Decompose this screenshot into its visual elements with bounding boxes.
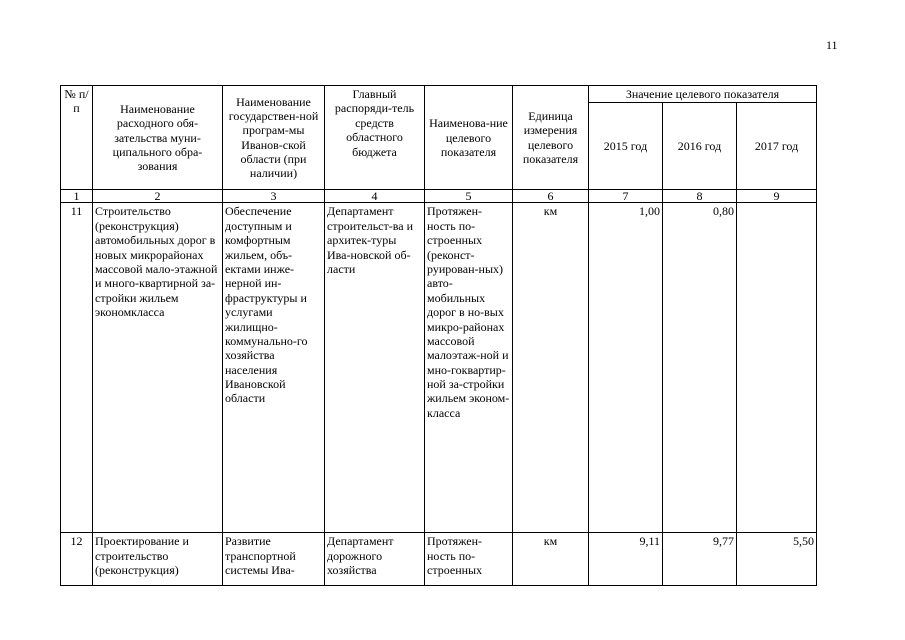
header-year-2015: 2015 год	[589, 103, 663, 190]
header-num: № п/п	[61, 86, 93, 190]
column-number: 7	[589, 190, 663, 203]
row-number: 12	[61, 533, 93, 586]
header-administrator: Главный распоряди-тель средств областного бюджета	[325, 86, 425, 190]
column-number: 8	[663, 190, 737, 203]
value-2016-cell: 0,80	[663, 203, 737, 533]
table-row	[61, 533, 817, 586]
indicator-cell: Протяжен-ность по-строенных (реконст-руирован-ных) авто-мобильных дорог в но-вых микро-районах массовой малоэтаж-ной и мно-гоквартир-ной за-стройки жильем эконом-класса	[425, 203, 513, 533]
header-program: Наименование государствен-ной програм-мы Иванов-ской области (при наличии)	[223, 86, 325, 190]
value-2016-cell: 9,77	[663, 533, 737, 586]
unit-cell: км	[513, 533, 589, 586]
header-indicator: Наименова-ние целевого показателя	[425, 86, 513, 190]
header-unit: Единица измерения целевого показателя	[513, 86, 589, 190]
header-year-2016: 2016 год	[663, 103, 737, 190]
value-2015-cell: 1,00	[589, 203, 663, 533]
column-number: 2	[93, 190, 223, 203]
target-indicators-table	[60, 85, 817, 586]
page-number: 11	[826, 38, 838, 52]
column-number-row	[61, 190, 817, 203]
value-2017-cell	[737, 203, 817, 533]
column-number: 5	[425, 190, 513, 203]
header-target-group: Значение целевого показателя	[589, 86, 817, 103]
indicator-cell: Протяжен-ность по-строенных	[425, 533, 513, 586]
header-row-1	[61, 86, 817, 103]
administrator-cell: Департамент дорожного хозяйства	[325, 533, 425, 586]
header-year-2017: 2017 год	[737, 103, 817, 190]
row-number: 11	[61, 203, 93, 533]
value-2015-cell: 9,11	[589, 533, 663, 586]
column-number: 1	[61, 190, 93, 203]
value-2017-cell: 5,50	[737, 533, 817, 586]
obligation-cell: Строительство (реконструкция) автомобильных дорог в новых микрорайонах массовой мало-этажной и много-квартирной за-стройки жильем экономкласса	[93, 203, 223, 533]
header-obligation: Наименование расходного обя-зательства муни-ципального обра-зования	[93, 86, 223, 190]
column-number: 6	[513, 190, 589, 203]
column-number: 3	[223, 190, 325, 203]
program-cell: Обеспечение доступным и комфортным жильем, объ-ектами инже-нерной ин-фраструктуры и услугами жилищно-коммунально-го хозяйства населения Ивановской области	[223, 203, 325, 533]
unit-cell: км	[513, 203, 589, 533]
administrator-cell: Департамент строительст-ва и архитек-туры Ива-новской об-ласти	[325, 203, 425, 533]
table-row	[61, 203, 817, 533]
column-number: 4	[325, 190, 425, 203]
obligation-cell: Проектирование и строительство (реконструкция)	[93, 533, 223, 586]
program-cell: Развитие транспортной системы Ива-	[223, 533, 325, 586]
column-number: 9	[737, 190, 817, 203]
